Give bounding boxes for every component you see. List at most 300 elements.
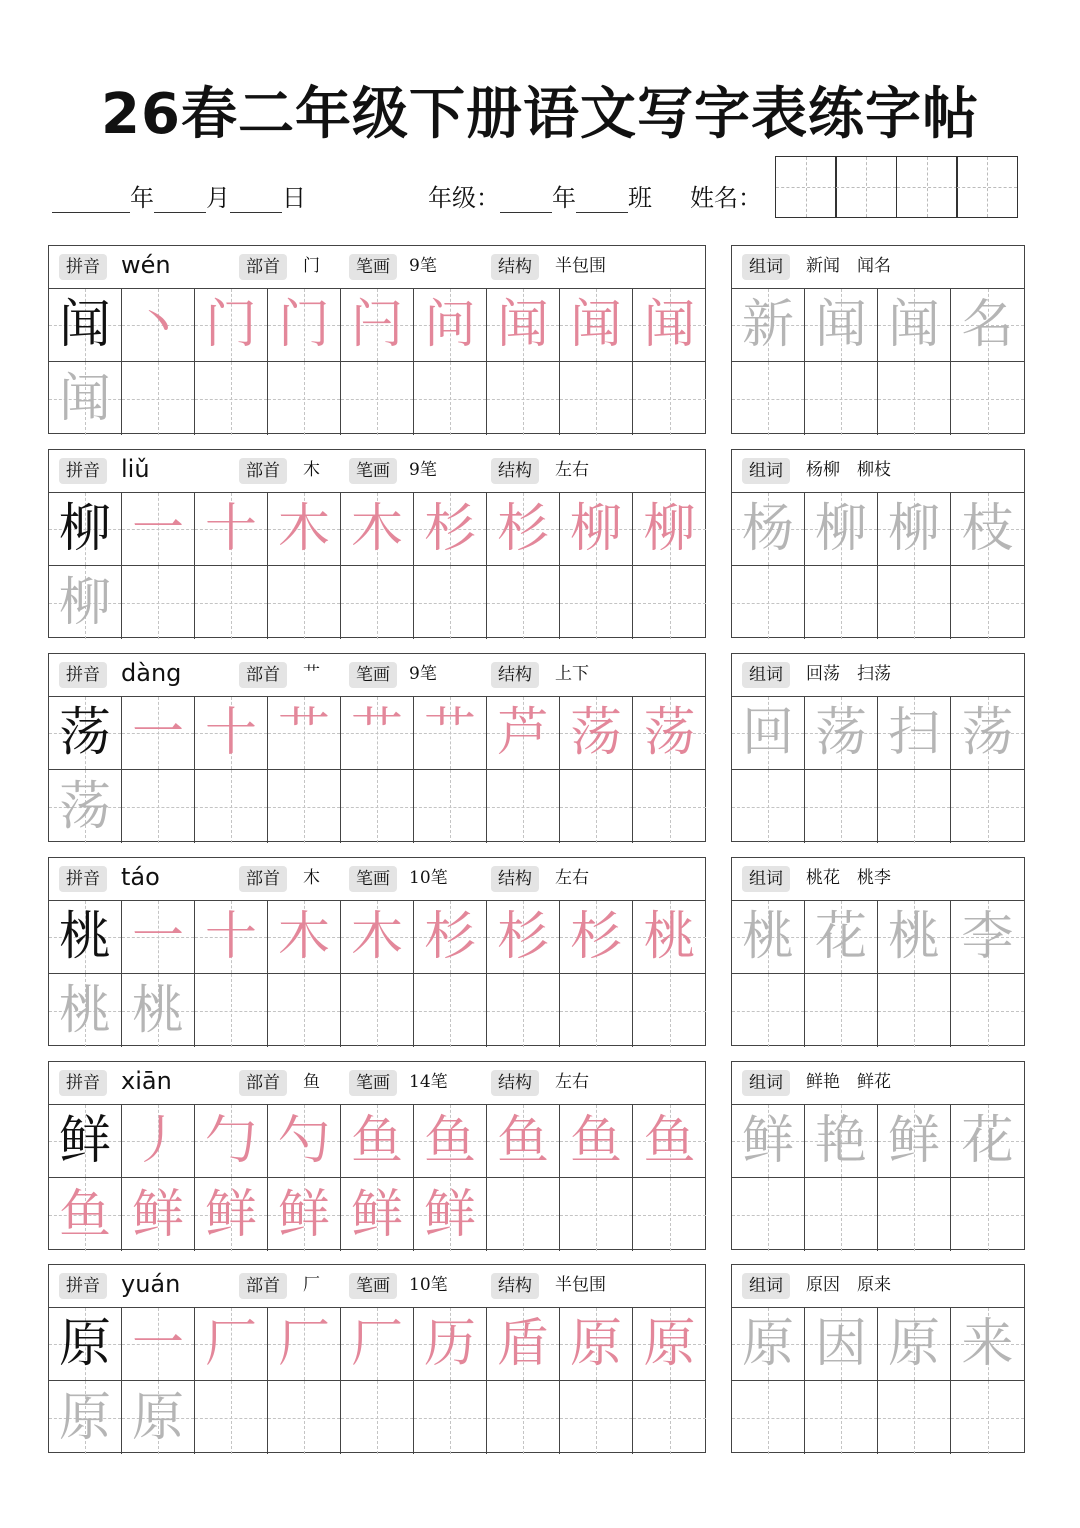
model-char: 鲜 <box>58 1111 111 1171</box>
grid-cell[interactable] <box>49 1308 122 1381</box>
grid-cell[interactable] <box>268 1178 341 1251</box>
grid-cell[interactable] <box>341 289 414 362</box>
word-trace-char: 扫 <box>887 703 940 763</box>
word-trace-char: 艳 <box>814 1111 867 1171</box>
practice-grid <box>49 493 705 639</box>
words-value: 回荡 扫荡 <box>806 664 891 684</box>
grid-cell[interactable] <box>414 362 487 435</box>
day-blank[interactable] <box>230 186 282 213</box>
pinyin-tag: 拼音 <box>59 866 107 892</box>
word-cell[interactable] <box>951 289 1024 362</box>
word-cell[interactable] <box>732 362 805 435</box>
model-char: 原 <box>58 1314 111 1374</box>
word-info-bar <box>732 654 1024 697</box>
word-cell[interactable] <box>732 974 805 1047</box>
strokes-tag: 笔画 <box>349 1273 397 1299</box>
grid-cell[interactable] <box>633 1308 706 1381</box>
stroke-step: 杉 <box>496 907 549 967</box>
word-grid <box>732 697 1024 843</box>
grid-cell[interactable] <box>122 1178 195 1251</box>
char-card-4 <box>48 857 706 1046</box>
word-card-1 <box>731 245 1025 434</box>
char-info-bar <box>49 1062 705 1105</box>
grid-cell[interactable] <box>341 566 414 639</box>
name-box[interactable] <box>835 156 897 218</box>
grid-cell[interactable] <box>560 289 633 362</box>
stroke-step: 闻 <box>643 295 696 355</box>
grid-cell[interactable] <box>633 1381 706 1454</box>
word-cell[interactable] <box>878 566 951 639</box>
word-cell[interactable] <box>951 493 1024 566</box>
stroke-step: 闩 <box>350 295 403 355</box>
structure-value: 半包围 <box>555 256 606 276</box>
grid-cell[interactable] <box>341 1105 414 1178</box>
model-char: 闻 <box>58 295 111 355</box>
stroke-step: 鲜 <box>131 1184 184 1245</box>
stroke-step: 杉 <box>423 907 476 967</box>
grid-cell[interactable] <box>268 901 341 974</box>
grid-cell[interactable] <box>414 566 487 639</box>
grid-cell[interactable] <box>633 974 706 1047</box>
strokes-tag: 笔画 <box>349 662 397 688</box>
grid-cell[interactable] <box>122 974 195 1047</box>
trace-char: 原 <box>131 1387 184 1448</box>
grid-cell[interactable] <box>195 566 268 639</box>
word-cell[interactable] <box>878 1381 951 1454</box>
word-cell[interactable] <box>951 1105 1024 1178</box>
word-trace-char: 枝 <box>961 499 1014 559</box>
radical-value: 厂 <box>303 1275 320 1295</box>
stroke-step: 原 <box>643 1314 696 1374</box>
trace-char: 原 <box>58 1387 111 1448</box>
word-cell[interactable] <box>805 697 878 770</box>
practice-grid <box>49 697 705 843</box>
month-blank[interactable] <box>154 186 206 213</box>
stroke-step: 鱼 <box>569 1111 622 1171</box>
grid-cell[interactable] <box>341 1381 414 1454</box>
grid-cell[interactable] <box>49 697 122 770</box>
grid-cell[interactable] <box>49 289 122 362</box>
grid-cell[interactable] <box>268 1308 341 1381</box>
word-cell[interactable] <box>878 770 951 843</box>
word-info-bar <box>732 450 1024 493</box>
stroke-step: 荡 <box>643 703 696 763</box>
grid-cell[interactable] <box>122 1105 195 1178</box>
stroke-step: 十 <box>204 499 257 559</box>
grid-cell[interactable] <box>633 362 706 435</box>
radical-tag: 部首 <box>239 866 287 892</box>
grid-cell[interactable] <box>195 974 268 1047</box>
word-trace-char: 闻 <box>814 295 867 355</box>
grid-cell[interactable] <box>487 1381 560 1454</box>
grid-cell[interactable] <box>487 289 560 362</box>
stroke-step: 桃 <box>643 907 696 967</box>
words-value: 鲜艳 鲜花 <box>806 1072 891 1092</box>
strokes-tag: 笔画 <box>349 866 397 892</box>
grid-cell[interactable] <box>49 974 122 1047</box>
grid-cell[interactable] <box>49 901 122 974</box>
word-cell[interactable] <box>805 1105 878 1178</box>
word-trace-char: 来 <box>961 1314 1014 1374</box>
grid-cell[interactable] <box>341 1308 414 1381</box>
word-cell[interactable] <box>805 493 878 566</box>
name-boxes[interactable] <box>776 156 1018 218</box>
grid-cell[interactable] <box>49 362 122 435</box>
grid-cell[interactable] <box>195 1308 268 1381</box>
stroke-step: 鱼 <box>350 1111 403 1171</box>
word-cell[interactable] <box>951 566 1024 639</box>
radical-value: 艹 <box>303 664 320 684</box>
practice-grid <box>49 1308 705 1454</box>
pinyin-value: táo <box>121 863 160 891</box>
word-trace-char: 荡 <box>961 703 1014 763</box>
grid-cell[interactable] <box>487 362 560 435</box>
grid-cell[interactable] <box>560 1178 633 1251</box>
word-cell[interactable] <box>878 289 951 362</box>
stroke-step: 柳 <box>643 499 696 559</box>
grade-line <box>428 178 652 213</box>
grid-cell[interactable] <box>414 493 487 566</box>
grid-cell[interactable] <box>560 1308 633 1381</box>
word-card-5 <box>731 1061 1025 1250</box>
grid-cell[interactable] <box>560 974 633 1047</box>
grid-cell[interactable] <box>49 1105 122 1178</box>
grid-cell[interactable] <box>633 770 706 843</box>
grid-cell[interactable] <box>195 362 268 435</box>
grid-cell[interactable] <box>49 566 122 639</box>
grid-cell[interactable] <box>560 362 633 435</box>
stroke-step: 厂 <box>350 1314 403 1374</box>
grid-cell[interactable] <box>414 770 487 843</box>
grid-cell[interactable] <box>633 901 706 974</box>
trace-char: 荡 <box>58 776 111 837</box>
grid-cell[interactable] <box>122 901 195 974</box>
word-info-bar <box>732 1062 1024 1105</box>
stroke-step: 一 <box>131 907 184 967</box>
grid-cell[interactable] <box>633 566 706 639</box>
grid-cell[interactable] <box>414 974 487 1047</box>
word-cell[interactable] <box>805 289 878 362</box>
word-grid <box>732 901 1024 1047</box>
trace-char: 桃 <box>58 980 111 1041</box>
grid-cell[interactable] <box>487 901 560 974</box>
grid-cell[interactable] <box>268 1381 341 1454</box>
word-card-6 <box>731 1264 1025 1453</box>
words-value: 原因 原来 <box>806 1275 891 1295</box>
stroke-step: 十 <box>204 703 257 763</box>
grid-cell[interactable] <box>560 697 633 770</box>
trace-char: 柳 <box>58 572 111 633</box>
stroke-step: 杉 <box>496 499 549 559</box>
word-cell[interactable] <box>878 1105 951 1178</box>
grid-cell[interactable] <box>414 1308 487 1381</box>
words-tag: 组词 <box>742 458 790 484</box>
word-cell[interactable] <box>732 289 805 362</box>
grid-cell[interactable] <box>268 697 341 770</box>
word-cell[interactable] <box>805 1178 878 1251</box>
grid-cell[interactable] <box>268 1105 341 1178</box>
word-cell[interactable] <box>951 1381 1024 1454</box>
strokes-tag: 笔画 <box>349 1070 397 1096</box>
grid-cell[interactable] <box>122 362 195 435</box>
word-cell[interactable] <box>878 1308 951 1381</box>
grid-cell[interactable] <box>122 566 195 639</box>
grid-cell[interactable] <box>341 770 414 843</box>
class-blank[interactable] <box>576 186 628 213</box>
grid-cell[interactable] <box>633 493 706 566</box>
grid-cell[interactable] <box>49 1381 122 1454</box>
grid-cell[interactable] <box>487 1308 560 1381</box>
word-trace-char: 柳 <box>887 499 940 559</box>
grid-cell[interactable] <box>195 770 268 843</box>
trace-char: 闻 <box>58 368 111 429</box>
grid-cell[interactable] <box>122 1308 195 1381</box>
grid-cell[interactable] <box>341 974 414 1047</box>
word-cell[interactable] <box>951 770 1024 843</box>
word-trace-char: 杨 <box>741 499 794 559</box>
word-cell[interactable] <box>805 1308 878 1381</box>
grid-cell[interactable] <box>487 566 560 639</box>
stroke-step: 丶 <box>131 295 184 355</box>
grid-cell[interactable] <box>195 493 268 566</box>
word-grid <box>732 1105 1024 1251</box>
word-grid <box>732 289 1024 435</box>
grid-cell[interactable] <box>633 1178 706 1251</box>
structure-tag: 结构 <box>491 458 539 484</box>
grid-cell[interactable] <box>633 697 706 770</box>
pinyin-value: liǔ <box>121 455 150 483</box>
word-cell[interactable] <box>805 901 878 974</box>
grid-cell[interactable] <box>633 289 706 362</box>
word-card-2 <box>731 449 1025 638</box>
words-tag: 组词 <box>742 254 790 280</box>
grid-cell[interactable] <box>341 901 414 974</box>
stroke-step: 鲜 <box>423 1184 476 1245</box>
word-cell[interactable] <box>951 901 1024 974</box>
stroke-step: 艹 <box>350 703 403 763</box>
grid-cell[interactable] <box>268 974 341 1047</box>
grid-cell[interactable] <box>268 770 341 843</box>
strokes-value: 10笔 <box>409 1275 448 1295</box>
year-label: 年 <box>130 184 154 212</box>
stroke-step: 荡 <box>569 703 622 763</box>
model-char: 荡 <box>58 703 111 763</box>
strokes-value: 9笔 <box>409 256 437 276</box>
word-cell[interactable] <box>732 1178 805 1251</box>
grid-cell[interactable] <box>487 974 560 1047</box>
stroke-step: 鱼 <box>58 1184 111 1245</box>
word-cell[interactable] <box>951 362 1024 435</box>
word-cell[interactable] <box>732 1381 805 1454</box>
grid-cell[interactable] <box>560 1105 633 1178</box>
stroke-step: 杉 <box>423 499 476 559</box>
radical-value: 鱼 <box>303 1072 320 1092</box>
word-cell[interactable] <box>805 974 878 1047</box>
grid-cell[interactable] <box>195 289 268 362</box>
grid-cell[interactable] <box>195 1381 268 1454</box>
word-cell[interactable] <box>878 1178 951 1251</box>
grid-cell[interactable] <box>195 697 268 770</box>
char-info-bar <box>49 246 705 289</box>
words-tag: 组词 <box>742 1273 790 1299</box>
grid-cell[interactable] <box>49 770 122 843</box>
stroke-step: 木 <box>350 499 403 559</box>
class-label: 班 <box>628 184 652 212</box>
grade-year-blank[interactable] <box>500 186 552 213</box>
grid-cell[interactable] <box>341 1178 414 1251</box>
word-trace-char: 名 <box>961 295 1014 355</box>
radical-tag: 部首 <box>239 254 287 280</box>
grid-cell[interactable] <box>560 901 633 974</box>
word-grid <box>732 493 1024 639</box>
grid-cell[interactable] <box>414 1178 487 1251</box>
stroke-step: 鱼 <box>496 1111 549 1171</box>
stroke-step: 一 <box>131 499 184 559</box>
stroke-step: 原 <box>569 1314 622 1374</box>
name-box[interactable] <box>775 156 837 218</box>
pinyin-value: wén <box>121 251 171 279</box>
word-cell[interactable] <box>951 974 1024 1047</box>
word-cell[interactable] <box>878 974 951 1047</box>
stroke-step: 芦 <box>496 703 549 763</box>
grid-cell[interactable] <box>268 493 341 566</box>
structure-value: 半包围 <box>555 1275 606 1295</box>
char-card-1 <box>48 245 706 434</box>
word-trace-char: 回 <box>741 703 794 763</box>
grid-cell[interactable] <box>122 697 195 770</box>
grid-cell[interactable] <box>341 493 414 566</box>
grid-cell[interactable] <box>560 493 633 566</box>
words-value: 杨柳 柳枝 <box>806 460 891 480</box>
grid-cell[interactable] <box>268 362 341 435</box>
grid-cell[interactable] <box>341 362 414 435</box>
word-trace-char: 柳 <box>814 499 867 559</box>
grid-cell[interactable] <box>414 1105 487 1178</box>
word-cell[interactable] <box>951 1178 1024 1251</box>
grid-cell[interactable] <box>487 1178 560 1251</box>
stroke-step: 门 <box>277 295 330 355</box>
word-trace-char: 新 <box>741 295 794 355</box>
grid-cell[interactable] <box>487 770 560 843</box>
word-cell[interactable] <box>805 566 878 639</box>
stroke-step: 一 <box>131 1314 184 1374</box>
grid-cell[interactable] <box>122 770 195 843</box>
structure-tag: 结构 <box>491 866 539 892</box>
grid-cell[interactable] <box>195 1105 268 1178</box>
date-line <box>52 178 306 213</box>
word-cell[interactable] <box>878 362 951 435</box>
strokes-value: 14笔 <box>409 1072 448 1092</box>
stroke-step: 木 <box>350 907 403 967</box>
word-info-bar <box>732 246 1024 289</box>
grid-cell[interactable] <box>487 697 560 770</box>
radical-value: 木 <box>303 460 320 480</box>
day-label: 日 <box>282 184 306 212</box>
grid-cell[interactable] <box>268 289 341 362</box>
char-info-bar <box>49 654 705 697</box>
word-cell[interactable] <box>878 493 951 566</box>
month-label: 月 <box>206 184 230 212</box>
strokes-value: 9笔 <box>409 460 437 480</box>
structure-tag: 结构 <box>491 254 539 280</box>
stroke-step: 鱼 <box>423 1111 476 1171</box>
grid-cell[interactable] <box>195 901 268 974</box>
word-info-bar <box>732 858 1024 901</box>
grid-cell[interactable] <box>122 289 195 362</box>
grid-cell[interactable] <box>414 1381 487 1454</box>
word-cell[interactable] <box>878 901 951 974</box>
grid-cell[interactable] <box>560 1381 633 1454</box>
grade-label: 年级： <box>428 184 500 212</box>
word-cell[interactable] <box>732 493 805 566</box>
grid-cell[interactable] <box>414 289 487 362</box>
stroke-step: 木 <box>277 499 330 559</box>
name-box[interactable] <box>896 156 958 218</box>
grid-cell[interactable] <box>122 1381 195 1454</box>
strokes-tag: 笔画 <box>349 254 397 280</box>
grid-cell[interactable] <box>341 697 414 770</box>
word-cell[interactable] <box>732 1105 805 1178</box>
word-cell[interactable] <box>951 697 1024 770</box>
stroke-step: 艹 <box>423 703 476 763</box>
stroke-step: 厂 <box>277 1314 330 1374</box>
word-cell[interactable] <box>732 1308 805 1381</box>
word-trace-char: 李 <box>961 907 1014 967</box>
stroke-step: 丿 <box>131 1111 184 1171</box>
word-trace-char: 闻 <box>887 295 940 355</box>
word-trace-char: 因 <box>814 1314 867 1374</box>
word-cell[interactable] <box>732 697 805 770</box>
word-cell[interactable] <box>878 697 951 770</box>
grid-cell[interactable] <box>49 1178 122 1251</box>
word-trace-char: 鲜 <box>741 1111 794 1171</box>
stroke-step: 杉 <box>569 907 622 967</box>
word-cell[interactable] <box>805 362 878 435</box>
char-card-5 <box>48 1061 706 1250</box>
stroke-step: 鲜 <box>204 1184 257 1245</box>
words-value: 新闻 闻名 <box>806 256 891 276</box>
grid-cell[interactable] <box>195 1178 268 1251</box>
grid-cell[interactable] <box>122 493 195 566</box>
pinyin-tag: 拼音 <box>59 1273 107 1299</box>
structure-tag: 结构 <box>491 1273 539 1299</box>
grid-cell[interactable] <box>414 697 487 770</box>
name-box[interactable] <box>956 156 1018 218</box>
word-cell[interactable] <box>805 770 878 843</box>
word-cell[interactable] <box>732 901 805 974</box>
words-tag: 组词 <box>742 1070 790 1096</box>
grid-cell[interactable] <box>49 493 122 566</box>
grid-cell[interactable] <box>268 566 341 639</box>
radical-tag: 部首 <box>239 1070 287 1096</box>
pinyin-tag: 拼音 <box>59 458 107 484</box>
grid-cell[interactable] <box>487 1105 560 1178</box>
grid-cell[interactable] <box>560 770 633 843</box>
year-blank[interactable] <box>52 186 130 213</box>
grid-cell[interactable] <box>487 493 560 566</box>
stroke-step: 闻 <box>569 295 622 355</box>
trace-char: 桃 <box>131 980 184 1041</box>
stroke-step: 鲜 <box>350 1184 403 1245</box>
word-cell[interactable] <box>951 1308 1024 1381</box>
grid-cell[interactable] <box>560 566 633 639</box>
word-cell[interactable] <box>732 566 805 639</box>
word-cell[interactable] <box>732 770 805 843</box>
word-trace-char: 鲜 <box>887 1111 940 1171</box>
grid-cell[interactable] <box>633 1105 706 1178</box>
grid-cell[interactable] <box>414 901 487 974</box>
word-cell[interactable] <box>805 1381 878 1454</box>
